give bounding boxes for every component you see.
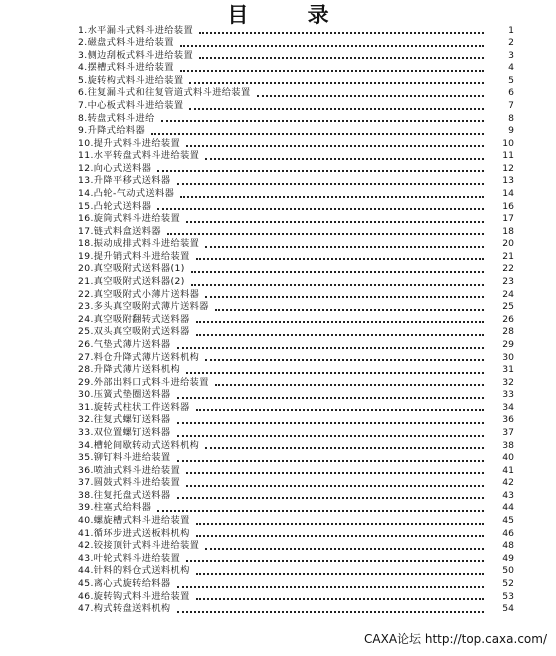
dot-leader [180,45,484,47]
toc-entry-page-number: 2 [508,37,514,49]
toc-entry-title: 27.料仓升降式薄片送料机构 [78,351,200,363]
toc-entry[interactable] [78,25,514,38]
toc-entry-title: 6.往复漏斗式和往复管道式料斗进给装置 [78,87,251,99]
toc-entry[interactable] [78,163,514,176]
toc-entry-page-number: 54 [502,603,514,615]
toc-entry-page-number: 5 [508,74,514,86]
toc-entry-title: 38.往复托盘式送料器 [78,489,171,501]
toc-entry-page-number: 37 [502,427,514,438]
toc-entry[interactable] [78,62,514,75]
dot-leader [205,447,484,449]
toc-entry-title: 1.水平漏斗式料斗进给装置 [78,24,194,36]
toc-entry-title: 12.向心式送料器 [78,162,152,174]
toc-entry-title: 31.旋转式柱状工件送料器 [78,401,190,413]
toc-entry[interactable] [78,175,514,188]
dot-leader [196,409,484,411]
toc-entry[interactable] [78,603,514,616]
toc-entry-page-number: 25 [502,301,514,313]
dot-leader [191,284,484,286]
toc-entry-title: 5.旋转构式料斗进给装置 [78,74,184,86]
dot-leader [180,196,484,198]
dot-leader [196,573,484,575]
toc-entry-page-number: 32 [502,376,514,388]
toc-entry-page-number: 8 [508,112,514,124]
toc-entry-page-number: 23 [502,276,514,288]
toc-entry[interactable] [78,75,514,88]
toc-entry-page-number: 9 [508,125,514,137]
toc-entry[interactable] [78,339,514,352]
toc-entry-page-number: 24 [502,288,514,300]
toc-entry[interactable] [78,578,514,591]
dot-leader [177,422,484,424]
toc-entry-title: 21.真空吸附式送料器(2) [78,276,185,288]
toc-entry[interactable] [78,502,514,515]
toc-entry-page-number: 14 [502,188,514,200]
dot-leader [196,535,484,537]
toc-entry-title: 28.升降式薄片送料机构 [78,364,181,376]
toc-entry[interactable] [78,377,514,390]
toc-entry[interactable] [78,263,514,276]
toc-entry-title: 8.转盘式料斗进给 [78,112,155,124]
toc-entry-title: 30.压簧式垫圈送料器 [78,389,171,401]
toc-entry-title: 9.升降式给料器 [78,125,146,137]
toc-entry-title: 41.循环步进式送板料机构 [78,527,190,539]
dot-leader [157,170,484,172]
toc-entry-page-number: 38 [502,439,514,451]
toc-entry-title: 45.离心式旋转给料器 [78,577,171,589]
toc-entry-title: 18.振动成排式料斗进给装置 [78,238,200,250]
dot-leader [205,296,484,298]
toc-entry-page-number: 44 [502,502,514,514]
toc-entry[interactable] [78,389,514,402]
toc-entry[interactable] [78,87,514,100]
toc-entry-page-number: 40 [502,452,514,464]
toc-entry-title: 33.双位置螺钉送料器 [78,427,171,438]
toc-entry-title: 36.喷油式料斗进给装置 [78,464,181,476]
toc-entry[interactable] [78,540,514,553]
toc-entry[interactable] [78,201,514,214]
toc-entry-page-number: 1 [508,24,514,36]
toc-entry[interactable] [78,414,514,427]
toc-entry-title: 2.磁盘式料斗进给装置 [78,37,174,49]
dot-leader [177,347,484,349]
toc-entry-title: 7.中心板式料斗进给装置 [78,99,184,111]
toc-entry-page-number: 18 [502,225,514,237]
toc-entry-title: 47.构式转盘送料机构 [78,603,171,615]
toc-entry[interactable] [78,276,514,289]
dot-leader [177,435,484,437]
dot-leader [196,598,484,600]
toc-entry-page-number: 16 [502,200,514,212]
toc-entry-page-number: 49 [502,552,514,564]
toc-entry-page-number: 48 [502,540,514,552]
dot-leader [191,271,484,273]
toc-entry[interactable] [78,553,514,566]
dot-leader [180,70,484,72]
dot-leader [196,523,484,525]
toc-entry[interactable] [78,238,514,251]
toc-entry[interactable] [78,440,514,453]
toc-entry-page-number: 31 [502,364,514,376]
toc-entry-title: 15.凸轮式送料器 [78,200,152,212]
toc-entry-page-number: 53 [502,590,514,602]
toc-entry[interactable] [78,326,514,339]
toc-entry-page-number: 33 [502,389,514,401]
toc-entry-title: 29.外部出料口式料斗进给装置 [78,376,209,388]
dot-leader [186,485,484,487]
toc-entry-title: 46.旋转钩式料斗进给装置 [78,590,190,602]
toc-entry[interactable] [78,591,514,604]
toc-entry-page-number: 36 [502,414,514,426]
toc-entry-page-number: 17 [502,213,514,225]
dot-leader [177,183,484,185]
dot-leader [196,321,484,323]
toc-entry-page-number: 12 [502,162,514,174]
toc-entry[interactable] [78,251,514,264]
dot-leader [196,334,484,336]
toc-entry-page-number: 45 [502,515,514,527]
toc-entry-title: 24.真空吸附翻转式送料器 [78,313,190,325]
toc-entry-page-number: 28 [502,326,514,338]
dot-leader [161,120,484,122]
toc-entry-page-number: 43 [502,489,514,501]
toc-entry-page-number: 7 [508,99,514,111]
dot-leader [215,384,484,386]
toc-entry-title: 17.链式料盒送料器 [78,225,161,237]
toc-entry-page-number: 41 [502,464,514,476]
dot-leader [177,460,484,462]
dot-leader [151,133,484,135]
toc-entry-title: 20.真空吸附式送料器(1) [78,263,185,275]
dot-leader [186,372,484,374]
toc-entry[interactable] [78,314,514,327]
toc-entry-title: 11.水平转盘式料斗进给装置 [78,150,200,162]
toc-entry[interactable] [78,565,514,578]
toc-entry-title: 14.凸轮-气动式送料器 [78,188,175,200]
toc-entry[interactable] [78,150,514,163]
toc-entry-title: 26.气垫式薄片送料器 [78,338,171,350]
dot-leader [186,221,484,223]
dot-leader [196,258,484,260]
dot-leader [199,32,484,34]
toc-entry-title: 32.往复式螺钉送料器 [78,414,171,426]
toc-entry[interactable] [78,188,514,201]
toc-entry-page-number: 11 [502,150,514,162]
dot-leader [157,510,484,512]
dot-leader [257,95,484,97]
toc-entry[interactable] [78,113,514,126]
toc-entry-page-number: 42 [502,477,514,489]
toc-entry-title: 13.升降平移式送料器 [78,175,171,187]
dot-leader [177,586,484,588]
toc-entry[interactable] [78,477,514,490]
toc-entry-page-number: 10 [502,137,514,149]
toc-entry[interactable] [78,452,514,465]
dot-leader [199,57,484,59]
toc-entry-title: 44.针料的料仓式送料机构 [78,565,190,577]
toc-entry-title: 39.柱塞式给料器 [78,502,152,514]
watermark-text: CAXA论坛 http://top.caxa.com/ [361,629,550,648]
toc-entry[interactable] [78,138,514,151]
dot-leader [186,472,484,474]
toc-entry-page-number: 52 [502,577,514,589]
toc-entry-title: 23.多头真空吸附式薄片送料器 [78,301,209,313]
toc-entry[interactable] [78,427,514,440]
toc-entry-page-number: 50 [502,565,514,577]
toc-entry-title: 19.提升销式料斗进给装置 [78,250,190,262]
dot-leader [177,611,484,613]
toc-entry-page-number: 4 [508,62,514,74]
toc-entry-page-number: 21 [502,250,514,262]
dot-leader [205,548,484,550]
dot-leader [157,208,484,210]
toc-entry[interactable] [78,50,514,63]
toc-entry[interactable] [78,352,514,365]
toc-entry-page-number: 46 [502,527,514,539]
toc-entry-title: 43.叶轮式料斗进给装置 [78,552,181,564]
toc-entry[interactable] [78,100,514,113]
dot-leader [177,497,484,499]
toc-entry[interactable] [78,364,514,377]
table-of-contents [78,25,514,616]
toc-entry-page-number: 13 [502,175,514,187]
toc-entry-title: 10.提升式料斗进给装置 [78,137,181,149]
toc-entry-page-number: 30 [502,351,514,363]
toc-entry[interactable] [78,226,514,239]
toc-entry-title: 35.铆钉料斗进给装置 [78,452,171,464]
toc-entry[interactable] [78,125,514,138]
dot-leader [215,309,484,311]
toc-entry-title: 25.双头真空吸附式送料器 [78,326,190,338]
toc-entry[interactable] [78,301,514,314]
dot-leader [205,246,484,248]
toc-entry[interactable] [78,465,514,478]
toc-entry-page-number: 29 [502,338,514,350]
toc-entry[interactable] [78,515,514,528]
toc-entry-page-number: 22 [502,263,514,275]
toc-entry[interactable] [78,37,514,50]
toc-entry-page-number: 6 [508,87,514,99]
toc-entry[interactable] [78,528,514,541]
toc-entry-page-number: 3 [508,49,514,61]
toc-entry-title: 4.摆槽式料斗进给装置 [78,62,174,74]
toc-entry[interactable] [78,402,514,415]
toc-entry-page-number: 26 [502,313,514,325]
toc-entry-page-number: 34 [502,401,514,413]
toc-entry-page-number: 20 [502,238,514,250]
toc-entry-title: 3.侧边刮板式料斗进给装置 [78,49,194,61]
toc-entry-title: 42.铰接顶针式料斗进给装置 [78,540,200,552]
toc-entry-title: 37.圆鼓式料斗进给装置 [78,477,181,489]
toc-entry-title: 16.旋筒式料斗进给装置 [78,213,181,225]
dot-leader [186,145,484,147]
dot-leader [167,233,484,235]
dot-leader [205,158,484,160]
toc-entry[interactable] [78,289,514,302]
dot-leader [205,359,484,361]
dot-leader [189,82,484,84]
dot-leader [177,397,484,399]
toc-entry-title: 22.真空吸附式小薄片送料器 [78,288,200,300]
toc-entry[interactable] [78,490,514,503]
toc-entry-title: 40.螺旋槽式料斗进给装置 [78,515,190,527]
dot-leader [186,560,484,562]
dot-leader [189,108,484,110]
toc-entry[interactable] [78,213,514,226]
toc-entry-title: 34.槽轮间歇转动式送料机构 [78,439,200,451]
page-title: 目 录 [227,3,355,27]
